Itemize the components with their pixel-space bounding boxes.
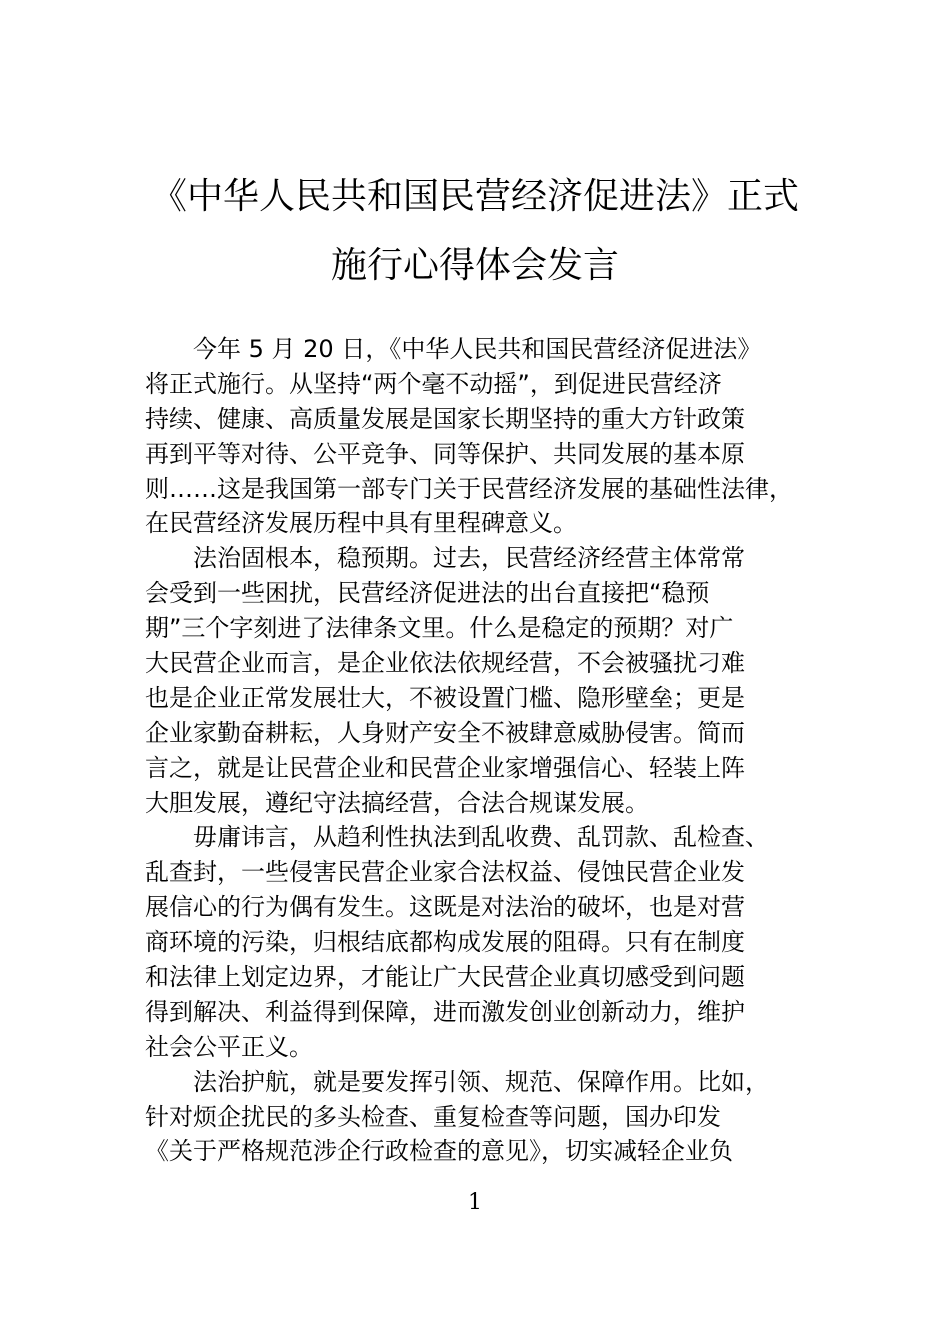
- body-line: 法治固根本，稳预期。过去，民营经济经营主体常常: [193, 544, 745, 573]
- body-line: 也是企业正常发展壮大，不被设置门槛、隐形壁垒；更是: [145, 683, 745, 712]
- body-line: 会受到一些困扰，民营经济促进法的出台直接把“稳预: [145, 579, 710, 608]
- body-line: 展信心的行为偶有发生。这既是对法治的破坏，也是对营: [145, 893, 745, 922]
- body-line: 今年 5 月 20 日，《中华人民共和国民营经济促进法》: [193, 335, 762, 363]
- body-line: 将正式施行。从坚持“两个毫不动摇”，到促进民营经济: [145, 369, 722, 398]
- body-line: 毋庸讳言，从趋利性执法到乱收费、乱罚款、乱检查、: [193, 823, 769, 852]
- body-line: 社会公平正义。: [145, 1032, 313, 1061]
- document-title-line-2: 施行心得体会发言: [330, 245, 619, 286]
- body-line: 大民营企业而言，是企业依法依规经营，不会被骚扰刁难: [145, 649, 745, 678]
- body-line: 期”三个字刻进了法律条文里。什么是稳定的预期？对广: [145, 614, 734, 643]
- body-line: 商环境的污染，归根结底都构成发展的阻碍。只有在制度: [145, 928, 745, 957]
- body-line: 持续、健康、高质量发展是国家长期坚持的重大方针政策: [145, 404, 745, 433]
- document-body: [145, 332, 835, 1169]
- page-number: 1: [468, 1190, 482, 1215]
- body-line: 企业家勤奋耕耘，人身财产安全不被肆意威胁侵害。简而: [145, 718, 745, 747]
- body-line: 大胆发展，遵纪守法搞经营，合法合规谋发展。: [145, 788, 649, 817]
- body-line: 针对烦企扰民的多头检查、重复检查等问题，国办印发: [145, 1102, 721, 1131]
- body-line: 则……这是我国第一部专门关于民营经济发展的基础性法律，: [145, 474, 793, 503]
- document-title-line-1: 《中华人民共和国民营经济促进法》正式: [150, 176, 799, 217]
- body-line: 在民营经济发展历程中具有里程碑意义。: [145, 509, 577, 538]
- body-line: 得到解决、利益得到保障，进而激发创业创新动力，维护: [145, 997, 745, 1026]
- body-line: 法治护航，就是要发挥引领、规范、保障作用。比如，: [193, 1067, 769, 1096]
- body-line: 乱查封，一些侵害民营企业家合法权益、侵蚀民营企业发: [145, 858, 745, 887]
- body-line: 《关于严格规范涉企行政检查的意见》，切实减轻企业负: [145, 1137, 733, 1166]
- body-line: 言之，就是让民营企业和民营企业家增强信心、轻装上阵: [145, 753, 745, 782]
- body-line: 和法律上划定边界，才能让广大民营企业真切感受到问题: [145, 963, 745, 992]
- body-line: 再到平等对待、公平竞争、同等保护、共同发展的基本原: [145, 439, 745, 468]
